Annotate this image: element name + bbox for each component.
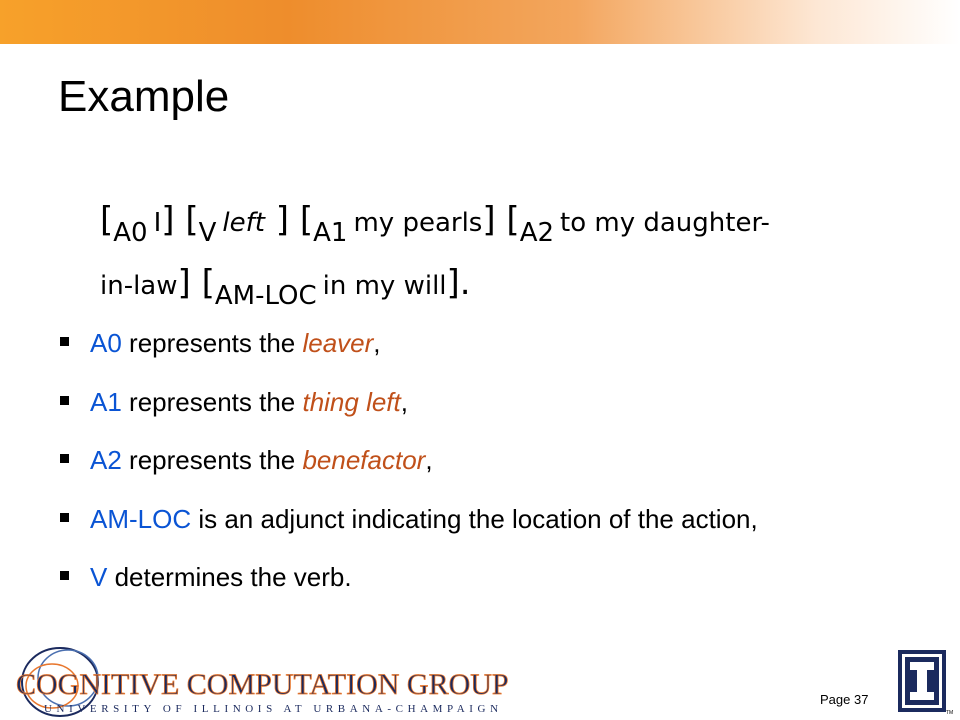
role-label-amloc: AM-LOC [214, 281, 317, 311]
bullet-square-icon [60, 513, 69, 522]
role-label-a2: A2 [519, 218, 555, 248]
role-label-a0: A0 [113, 218, 148, 248]
role-label-a1: A1 [313, 218, 348, 248]
bullet-a2: A2 represents the benefactor, [58, 445, 758, 504]
arg-a2-text-cont: in-law [100, 271, 178, 301]
srl-line-2: in-law] [$_{AM-LOC}$ in my will]. [100, 263, 471, 311]
header-bar [0, 0, 960, 44]
logo-university-text: UNIVERSITY OF ILLINOIS AT URBANA-CHAMPAIGN [44, 703, 503, 715]
bullet-square-icon [60, 337, 69, 346]
bullet-square-icon [60, 571, 69, 580]
bullet-a1: A1 represents the thing left, [58, 387, 758, 446]
slide-title: Example [58, 72, 230, 121]
role-label-v: V [198, 218, 217, 248]
bullet-square-icon [60, 454, 69, 463]
arg-a1-text: my pearls [353, 208, 483, 238]
bullet-amloc: AM-LOC is an adjunct indicating the location of the action, [58, 504, 758, 563]
arg-a0-text: I [153, 208, 162, 238]
logo-wordmark: COGNITIVE COMPUTATION GROUP [16, 668, 509, 701]
arg-amloc-text: in my will [322, 271, 447, 301]
bullet-v: V determines the verb. [58, 562, 758, 621]
arg-a2-text: to my daughter- [560, 208, 770, 238]
srl-example: [$_{A0}$ I] [$_V$ left ] [$_{A1}$ my pearls] [$_{A2}$ to my daughter- in-law] [$_{AM-LOC}$ in my will]. [100, 192, 900, 324]
arg-v-text: left [222, 208, 265, 238]
trademark-label: TM [946, 710, 954, 716]
bullet-square-icon [60, 396, 69, 405]
bullet-a0: A0 represents the leaver, [58, 328, 758, 387]
cognitive-computation-group-logo [8, 640, 509, 720]
role-bullet-list [58, 328, 758, 621]
page-number: Page 37 [820, 692, 869, 707]
illinois-block-i-logo [898, 650, 952, 716]
